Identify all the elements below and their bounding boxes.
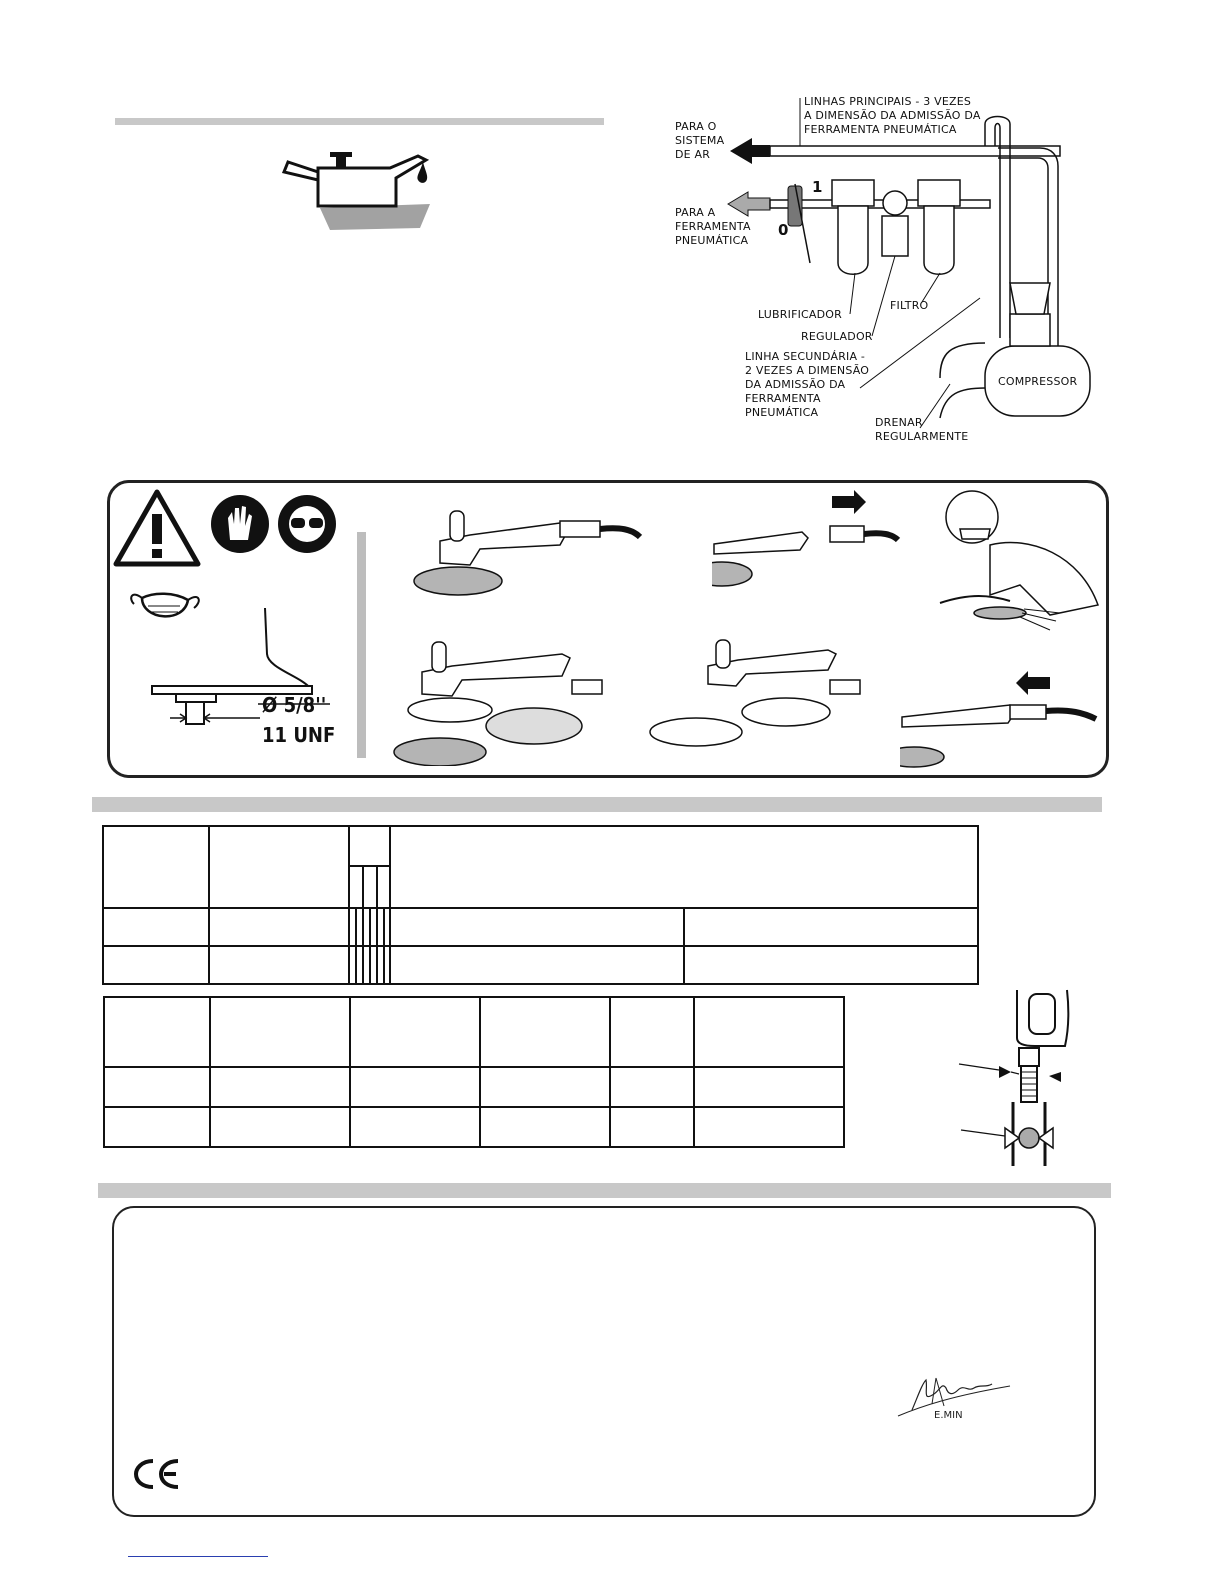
- to-air-system-line-3: DE AR: [675, 148, 711, 161]
- table-cell: [209, 946, 349, 984]
- table-cell: [684, 908, 978, 946]
- spec2-header-cell: [210, 997, 350, 1067]
- spec1-header-cell: [349, 826, 390, 866]
- table-cell: [390, 908, 684, 946]
- oil-can-icon: [280, 146, 450, 236]
- table-cell: [370, 908, 377, 946]
- table-row: [104, 1067, 844, 1107]
- goggles-icon: [277, 494, 337, 554]
- spec1-subheader-cell: [349, 866, 363, 908]
- to-air-system-label: [675, 120, 724, 162]
- table-cell: [610, 1067, 694, 1107]
- table-cell: [694, 1107, 844, 1147]
- table-row: [103, 908, 978, 946]
- table-cell: [103, 908, 209, 946]
- table-row: [103, 946, 978, 984]
- table-cell: [684, 946, 978, 984]
- table-cell: [384, 946, 391, 984]
- table-cell: [370, 946, 377, 984]
- declaration-section-bar: [98, 1183, 1111, 1198]
- table-cell: [377, 908, 384, 946]
- declaration-panel: [112, 1206, 1096, 1517]
- to-air-system-line-2: SISTEMA: [675, 134, 725, 147]
- table-cell: [480, 1067, 610, 1107]
- step-remove-disc: [392, 636, 652, 766]
- table-cell: [350, 1067, 480, 1107]
- main-lines-line-3: FERRAMENTA PNEUMÁTICA: [804, 123, 957, 136]
- to-air-system-line-1: PARA O: [675, 120, 717, 133]
- table-cell: [209, 908, 349, 946]
- step-tool-with-pad: [410, 505, 650, 600]
- step-mount-disc: [648, 636, 878, 756]
- main-lines-label: [804, 95, 981, 137]
- table-cell: [384, 908, 391, 946]
- to-tool-label: [675, 206, 751, 248]
- secondary-line-line-1: LINHA SECUNDÁRIA -: [745, 350, 866, 363]
- panel-divider: [357, 532, 366, 758]
- warning-icon: [112, 488, 202, 568]
- secondary-line-line-5: PNEUMÁTICA: [745, 406, 819, 419]
- to-tool-line-3: PNEUMÁTICA: [675, 234, 749, 247]
- spec1-header-cell: [209, 826, 349, 908]
- step-connect-hose: [900, 665, 1100, 770]
- ce-mark-icon: [133, 1457, 183, 1491]
- compressor-label: COMPRESSOR: [998, 375, 1078, 388]
- spec1-header-cell: [390, 826, 978, 908]
- table-cell: [356, 908, 363, 946]
- spec2-header-cell: [350, 997, 480, 1067]
- spec-table-1: [102, 825, 979, 985]
- table-cell: [104, 1107, 210, 1147]
- valve-on-label: 1: [812, 178, 823, 196]
- table-cell: [350, 1107, 480, 1147]
- table-cell: [377, 946, 384, 984]
- to-tool-line-2: FERRAMENTA: [675, 220, 751, 233]
- thread-type-label: 11 UNF: [262, 723, 336, 747]
- air-line-diagram: [660, 88, 1100, 458]
- air-inlet-fitting-drawing: [955, 988, 1085, 1168]
- spec2-header-cell: [480, 997, 610, 1067]
- spec1-subheader-cell: [377, 866, 391, 908]
- main-lines-line-2: A DIMENSÃO DA ADMISSÃO DA: [804, 109, 981, 122]
- table-cell: [349, 946, 356, 984]
- table-cell: [210, 1107, 350, 1147]
- to-tool-line-1: PARA A: [675, 206, 716, 219]
- table-row: [104, 1107, 844, 1147]
- secondary-line-line-4: FERRAMENTA: [745, 392, 821, 405]
- lubricator-label: LUBRIFICADOR: [758, 308, 843, 321]
- specs-section-bar: [92, 797, 1102, 812]
- filter-label: FILTRO: [890, 299, 929, 312]
- spec2-header-cell: [610, 997, 694, 1067]
- table-cell: [694, 1067, 844, 1107]
- table-cell: [104, 1067, 210, 1107]
- step-disconnect-hose: [712, 488, 902, 588]
- thread-diameter-label: Ø 5/8'': [262, 693, 327, 717]
- table-cell: [363, 946, 370, 984]
- table-cell: [356, 946, 363, 984]
- table-cell: [103, 946, 209, 984]
- spec1-subheader-cell: [363, 866, 377, 908]
- table-cell: [363, 908, 370, 946]
- spec2-header-cell: [694, 997, 844, 1067]
- gloves-icon: [210, 494, 270, 554]
- table-cell: [349, 908, 356, 946]
- drain-line-2: REGULARMENTE: [875, 430, 969, 443]
- valve-off-label: 0: [778, 221, 789, 239]
- footer-link-underline: [128, 1556, 268, 1557]
- oil-section-bar: [115, 118, 604, 125]
- signature-name: E.MIN: [934, 1410, 963, 1421]
- table-cell: [390, 946, 684, 984]
- spec1-header-cell: [103, 826, 209, 908]
- regulator-label: REGULADOR: [801, 330, 873, 343]
- step-operator-grinding: [930, 485, 1100, 635]
- secondary-line-line-2: 2 VEZES A DIMENSÃO: [745, 364, 870, 377]
- table-cell: [480, 1107, 610, 1147]
- spec-table-2: [103, 996, 845, 1148]
- table-cell: [610, 1107, 694, 1147]
- spec2-header-cell: [104, 997, 210, 1067]
- drain-label: [875, 416, 968, 444]
- secondary-line-line-3: DA ADMISSÃO DA: [745, 378, 846, 391]
- main-lines-line-1: LINHAS PRINCIPAIS - 3 VEZES: [804, 95, 972, 108]
- drain-line-1: DRENAR: [875, 416, 923, 429]
- table-cell: [210, 1067, 350, 1107]
- secondary-line-label: [745, 350, 869, 420]
